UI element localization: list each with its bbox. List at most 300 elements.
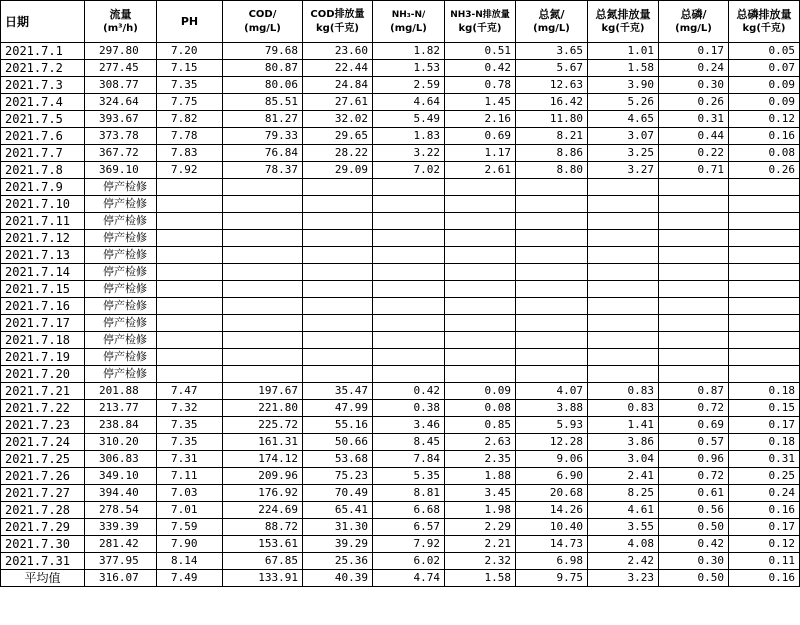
cell-flow: 201.88 [85, 383, 157, 400]
cell-cod-kg: 32.02 [303, 111, 373, 128]
cell-empty [588, 315, 659, 332]
cell-ph: 7.78 [157, 128, 223, 145]
cell-empty [303, 332, 373, 349]
cell-tp: 0.30 [659, 77, 729, 94]
cell-empty [445, 247, 516, 264]
cell-date: 2021.7.5 [1, 111, 85, 128]
cell-empty [445, 281, 516, 298]
cell-nh3-kg: 2.63 [445, 434, 516, 451]
cell-flow: 281.42 [85, 536, 157, 553]
cell-tp: 0.69 [659, 417, 729, 434]
cell-shutdown-note: 停产检修 [85, 315, 157, 332]
cell-empty [588, 281, 659, 298]
cell-nh3: 0.42 [373, 383, 445, 400]
cell-tp: 0.87 [659, 383, 729, 400]
cell-date: 2021.7.25 [1, 451, 85, 468]
cell-tn-kg: 4.61 [588, 502, 659, 519]
cell-flow: 308.77 [85, 77, 157, 94]
cell-empty [516, 247, 588, 264]
cell-nh3: 8.45 [373, 434, 445, 451]
table-row [1, 281, 800, 298]
cell-empty [157, 349, 223, 366]
cell-tn-kg: 4.08 [588, 536, 659, 553]
cell-cod-kg: 50.66 [303, 434, 373, 451]
cell-average-flow: 316.07 [85, 570, 157, 587]
cell-tp-kg: 0.25 [729, 468, 800, 485]
cell-cod: 176.92 [223, 485, 303, 502]
cell-ph: 7.59 [157, 519, 223, 536]
cell-empty [303, 230, 373, 247]
cell-empty [659, 281, 729, 298]
cell-empty [303, 213, 373, 230]
cell-tn: 3.88 [516, 400, 588, 417]
table-row [1, 519, 800, 536]
cell-empty [729, 315, 800, 332]
cell-tp: 0.96 [659, 451, 729, 468]
cell-tn: 9.06 [516, 451, 588, 468]
cell-shutdown-note: 停产检修 [85, 196, 157, 213]
cell-nh3-kg: 2.16 [445, 111, 516, 128]
cell-empty [516, 281, 588, 298]
table-row [1, 111, 800, 128]
cell-empty [729, 230, 800, 247]
cell-nh3: 6.57 [373, 519, 445, 536]
cell-cod: 78.37 [223, 162, 303, 179]
cell-flow: 393.67 [85, 111, 157, 128]
cell-cod-kg: 53.68 [303, 451, 373, 468]
cell-empty [729, 349, 800, 366]
cell-tp-kg: 0.18 [729, 434, 800, 451]
cell-tp: 0.17 [659, 43, 729, 60]
cell-ph: 7.90 [157, 536, 223, 553]
cell-empty [373, 196, 445, 213]
cell-average-tp-kg: 0.16 [729, 570, 800, 587]
cell-nh3: 5.49 [373, 111, 445, 128]
cell-empty [157, 264, 223, 281]
cell-ph: 7.75 [157, 94, 223, 111]
cell-shutdown-note: 停产检修 [85, 264, 157, 281]
cell-empty [157, 196, 223, 213]
cell-empty [588, 366, 659, 383]
cell-cod-kg: 75.23 [303, 468, 373, 485]
cell-nh3: 7.84 [373, 451, 445, 468]
cell-empty [516, 196, 588, 213]
cell-average-nh3: 4.74 [373, 570, 445, 587]
cell-empty [659, 315, 729, 332]
table-row [1, 400, 800, 417]
cell-empty [157, 179, 223, 196]
cell-shutdown-note: 停产检修 [85, 179, 157, 196]
cell-cod-kg: 29.65 [303, 128, 373, 145]
cell-empty [157, 366, 223, 383]
cell-tn: 6.98 [516, 553, 588, 570]
cell-tp: 0.22 [659, 145, 729, 162]
cell-empty [303, 281, 373, 298]
cell-nh3-kg: 2.32 [445, 553, 516, 570]
cell-nh3: 1.82 [373, 43, 445, 60]
cell-date: 2021.7.7 [1, 145, 85, 162]
cell-cod-kg: 31.30 [303, 519, 373, 536]
cell-nh3: 4.64 [373, 94, 445, 111]
cell-tp: 0.50 [659, 519, 729, 536]
cell-tn-kg: 1.41 [588, 417, 659, 434]
cell-empty [157, 298, 223, 315]
cell-empty [516, 298, 588, 315]
cell-empty [729, 281, 800, 298]
cell-tn-kg: 3.27 [588, 162, 659, 179]
cell-empty [223, 179, 303, 196]
header-tp: 总磷/ (mg/L) [659, 1, 729, 43]
cell-empty [223, 281, 303, 298]
table-row [1, 366, 800, 383]
cell-tn: 5.93 [516, 417, 588, 434]
cell-nh3-kg: 2.61 [445, 162, 516, 179]
cell-date: 2021.7.18 [1, 332, 85, 349]
cell-tp: 0.61 [659, 485, 729, 502]
cell-flow: 324.64 [85, 94, 157, 111]
cell-empty [373, 213, 445, 230]
cell-tp: 0.72 [659, 400, 729, 417]
cell-tp-kg: 0.07 [729, 60, 800, 77]
cell-date: 2021.7.8 [1, 162, 85, 179]
table-row [1, 298, 800, 315]
cell-empty [445, 179, 516, 196]
cell-tp: 0.24 [659, 60, 729, 77]
cell-nh3-kg: 3.45 [445, 485, 516, 502]
cell-flow: 238.84 [85, 417, 157, 434]
cell-nh3-kg: 0.09 [445, 383, 516, 400]
cell-tn: 8.80 [516, 162, 588, 179]
cell-empty [516, 315, 588, 332]
table-row [1, 213, 800, 230]
cell-date: 2021.7.13 [1, 247, 85, 264]
cell-empty [223, 366, 303, 383]
cell-tn-kg: 1.58 [588, 60, 659, 77]
cell-cod-kg: 28.22 [303, 145, 373, 162]
table-row [1, 315, 800, 332]
cell-empty [445, 230, 516, 247]
cell-cod: 161.31 [223, 434, 303, 451]
cell-empty [445, 213, 516, 230]
cell-shutdown-note: 停产检修 [85, 230, 157, 247]
cell-date: 2021.7.28 [1, 502, 85, 519]
cell-flow: 277.45 [85, 60, 157, 77]
cell-empty [445, 332, 516, 349]
cell-tn: 14.26 [516, 502, 588, 519]
cell-empty [445, 366, 516, 383]
cell-empty [729, 332, 800, 349]
cell-empty [303, 264, 373, 281]
table-row [1, 264, 800, 281]
cell-tn-kg: 0.83 [588, 400, 659, 417]
table-row [1, 196, 800, 213]
cell-date: 2021.7.26 [1, 468, 85, 485]
cell-tp-kg: 0.17 [729, 417, 800, 434]
cell-cod-kg: 23.60 [303, 43, 373, 60]
cell-empty [373, 247, 445, 264]
cell-empty [729, 213, 800, 230]
cell-date: 2021.7.1 [1, 43, 85, 60]
cell-tp-kg: 0.16 [729, 128, 800, 145]
cell-empty [588, 179, 659, 196]
cell-tp-kg: 0.16 [729, 502, 800, 519]
table-row [1, 502, 800, 519]
cell-cod: 80.06 [223, 77, 303, 94]
cell-nh3: 1.53 [373, 60, 445, 77]
cell-tp: 0.31 [659, 111, 729, 128]
cell-nh3-kg: 1.45 [445, 94, 516, 111]
cell-cod: 79.68 [223, 43, 303, 60]
cell-tn-kg: 3.55 [588, 519, 659, 536]
cell-tn: 14.73 [516, 536, 588, 553]
cell-nh3-kg: 1.88 [445, 468, 516, 485]
cell-nh3-kg: 2.29 [445, 519, 516, 536]
cell-date: 2021.7.27 [1, 485, 85, 502]
cell-tp: 0.71 [659, 162, 729, 179]
cell-tp-kg: 0.31 [729, 451, 800, 468]
cell-empty [223, 196, 303, 213]
cell-ph: 7.35 [157, 77, 223, 94]
cell-date: 2021.7.11 [1, 213, 85, 230]
table-row [1, 77, 800, 94]
cell-tn: 8.21 [516, 128, 588, 145]
table-row [1, 417, 800, 434]
cell-ph: 7.20 [157, 43, 223, 60]
cell-ph: 7.31 [157, 451, 223, 468]
cell-cod-kg: 24.84 [303, 77, 373, 94]
cell-date: 2021.7.4 [1, 94, 85, 111]
cell-cod: 174.12 [223, 451, 303, 468]
cell-date: 2021.7.17 [1, 315, 85, 332]
cell-shutdown-note: 停产检修 [85, 281, 157, 298]
table-row [1, 536, 800, 553]
cell-empty [223, 264, 303, 281]
cell-empty [729, 196, 800, 213]
cell-empty [157, 213, 223, 230]
cell-tp-kg: 0.26 [729, 162, 800, 179]
table-row [1, 43, 800, 60]
cell-tn-kg: 0.83 [588, 383, 659, 400]
cell-tp-kg: 0.12 [729, 111, 800, 128]
cell-empty [157, 247, 223, 264]
cell-tp: 0.42 [659, 536, 729, 553]
cell-date: 2021.7.14 [1, 264, 85, 281]
cell-empty [445, 264, 516, 281]
cell-empty [516, 349, 588, 366]
cell-average-cod: 133.91 [223, 570, 303, 587]
table-row [1, 468, 800, 485]
cell-empty [373, 281, 445, 298]
cell-empty [729, 298, 800, 315]
cell-empty [516, 264, 588, 281]
cell-average-tp: 0.50 [659, 570, 729, 587]
cell-empty [659, 366, 729, 383]
cell-ph: 7.11 [157, 468, 223, 485]
cell-cod: 76.84 [223, 145, 303, 162]
cell-average-tn: 9.75 [516, 570, 588, 587]
cell-cod: 221.80 [223, 400, 303, 417]
cell-tn-kg: 8.25 [588, 485, 659, 502]
cell-nh3: 7.02 [373, 162, 445, 179]
cell-cod: 224.69 [223, 502, 303, 519]
cell-cod-kg: 22.44 [303, 60, 373, 77]
cell-tn: 8.86 [516, 145, 588, 162]
average-row [1, 570, 800, 587]
cell-ph: 8.14 [157, 553, 223, 570]
cell-tn: 12.28 [516, 434, 588, 451]
cell-empty [729, 179, 800, 196]
cell-cod-kg: 55.16 [303, 417, 373, 434]
cell-average-tn-kg: 3.23 [588, 570, 659, 587]
cell-empty [588, 196, 659, 213]
cell-empty [223, 298, 303, 315]
cell-empty [445, 298, 516, 315]
cell-date: 2021.7.2 [1, 60, 85, 77]
cell-tn: 12.63 [516, 77, 588, 94]
cell-empty [588, 213, 659, 230]
cell-average-ph: 7.49 [157, 570, 223, 587]
cell-tn: 4.07 [516, 383, 588, 400]
table-row [1, 332, 800, 349]
cell-cod: 88.72 [223, 519, 303, 536]
cell-tp-kg: 0.11 [729, 553, 800, 570]
cell-cod-kg: 35.47 [303, 383, 373, 400]
cell-flow: 306.83 [85, 451, 157, 468]
cell-empty [659, 230, 729, 247]
cell-ph: 7.92 [157, 162, 223, 179]
cell-empty [516, 179, 588, 196]
cell-date: 2021.7.21 [1, 383, 85, 400]
cell-average-nh3-kg: 1.58 [445, 570, 516, 587]
cell-tn-kg: 3.07 [588, 128, 659, 145]
cell-tn: 3.65 [516, 43, 588, 60]
cell-empty [303, 179, 373, 196]
cell-nh3: 6.02 [373, 553, 445, 570]
cell-cod-kg: 47.99 [303, 400, 373, 417]
cell-average-label: 平均值 [1, 570, 85, 587]
table-row [1, 553, 800, 570]
cell-flow: 278.54 [85, 502, 157, 519]
cell-nh3: 3.22 [373, 145, 445, 162]
cell-empty [223, 332, 303, 349]
cell-empty [303, 247, 373, 264]
cell-empty [729, 264, 800, 281]
cell-cod: 67.85 [223, 553, 303, 570]
cell-date: 2021.7.30 [1, 536, 85, 553]
cell-ph: 7.83 [157, 145, 223, 162]
table-body [1, 43, 800, 587]
cell-empty [373, 332, 445, 349]
cell-tp: 0.57 [659, 434, 729, 451]
table-row [1, 434, 800, 451]
cell-nh3-kg: 0.69 [445, 128, 516, 145]
table-row [1, 145, 800, 162]
cell-nh3-kg: 0.08 [445, 400, 516, 417]
cell-shutdown-note: 停产检修 [85, 332, 157, 349]
cell-empty [373, 230, 445, 247]
cell-nh3: 1.83 [373, 128, 445, 145]
cell-empty [659, 349, 729, 366]
cell-tp-kg: 0.18 [729, 383, 800, 400]
cell-nh3: 3.46 [373, 417, 445, 434]
cell-tp-kg: 0.12 [729, 536, 800, 553]
cell-empty [445, 315, 516, 332]
cell-tp-kg: 0.09 [729, 94, 800, 111]
cell-cod-kg: 27.61 [303, 94, 373, 111]
cell-empty [303, 366, 373, 383]
header-cod-discharge: COD排放量 kg(千克) [303, 1, 373, 43]
cell-flow: 213.77 [85, 400, 157, 417]
cell-empty [223, 247, 303, 264]
cell-empty [303, 349, 373, 366]
cell-tn-kg: 4.65 [588, 111, 659, 128]
cell-tn: 16.42 [516, 94, 588, 111]
cell-empty [659, 247, 729, 264]
cell-tp: 0.30 [659, 553, 729, 570]
cell-empty [373, 315, 445, 332]
header-ph: PH [157, 1, 223, 43]
cell-nh3-kg: 2.21 [445, 536, 516, 553]
cell-nh3-kg: 1.17 [445, 145, 516, 162]
cell-cod-kg: 39.29 [303, 536, 373, 553]
cell-empty [516, 366, 588, 383]
cell-tp: 0.56 [659, 502, 729, 519]
cell-flow: 369.10 [85, 162, 157, 179]
cell-ph: 7.32 [157, 400, 223, 417]
cell-nh3-kg: 1.98 [445, 502, 516, 519]
cell-empty [373, 349, 445, 366]
cell-tp-kg: 0.15 [729, 400, 800, 417]
cell-tp-kg: 0.09 [729, 77, 800, 94]
cell-shutdown-note: 停产检修 [85, 366, 157, 383]
table-row [1, 128, 800, 145]
cell-empty [223, 315, 303, 332]
cell-empty [373, 298, 445, 315]
cell-cod: 81.27 [223, 111, 303, 128]
cell-date: 2021.7.20 [1, 366, 85, 383]
cell-cod: 225.72 [223, 417, 303, 434]
cell-date: 2021.7.29 [1, 519, 85, 536]
cell-empty [223, 230, 303, 247]
table-header [1, 1, 800, 43]
header-tn-discharge: 总氮排放量 kg(千克) [588, 1, 659, 43]
cell-empty [445, 349, 516, 366]
cell-date: 2021.7.19 [1, 349, 85, 366]
cell-tn: 6.90 [516, 468, 588, 485]
cell-tn-kg: 5.26 [588, 94, 659, 111]
cell-ph: 7.35 [157, 417, 223, 434]
cell-cod: 85.51 [223, 94, 303, 111]
cell-empty [659, 213, 729, 230]
cell-tn-kg: 3.86 [588, 434, 659, 451]
cell-shutdown-note: 停产检修 [85, 298, 157, 315]
cell-tp-kg: 0.05 [729, 43, 800, 60]
cell-cod: 79.33 [223, 128, 303, 145]
cell-empty [659, 264, 729, 281]
cell-tp-kg: 0.17 [729, 519, 800, 536]
header-date: 日期 [1, 1, 85, 43]
cell-tn-kg: 3.90 [588, 77, 659, 94]
cell-empty [157, 332, 223, 349]
cell-date: 2021.7.9 [1, 179, 85, 196]
cell-empty [445, 196, 516, 213]
table-row [1, 485, 800, 502]
cell-date: 2021.7.23 [1, 417, 85, 434]
table-row [1, 179, 800, 196]
cell-nh3-kg: 2.35 [445, 451, 516, 468]
cell-empty [373, 366, 445, 383]
cell-empty [223, 213, 303, 230]
